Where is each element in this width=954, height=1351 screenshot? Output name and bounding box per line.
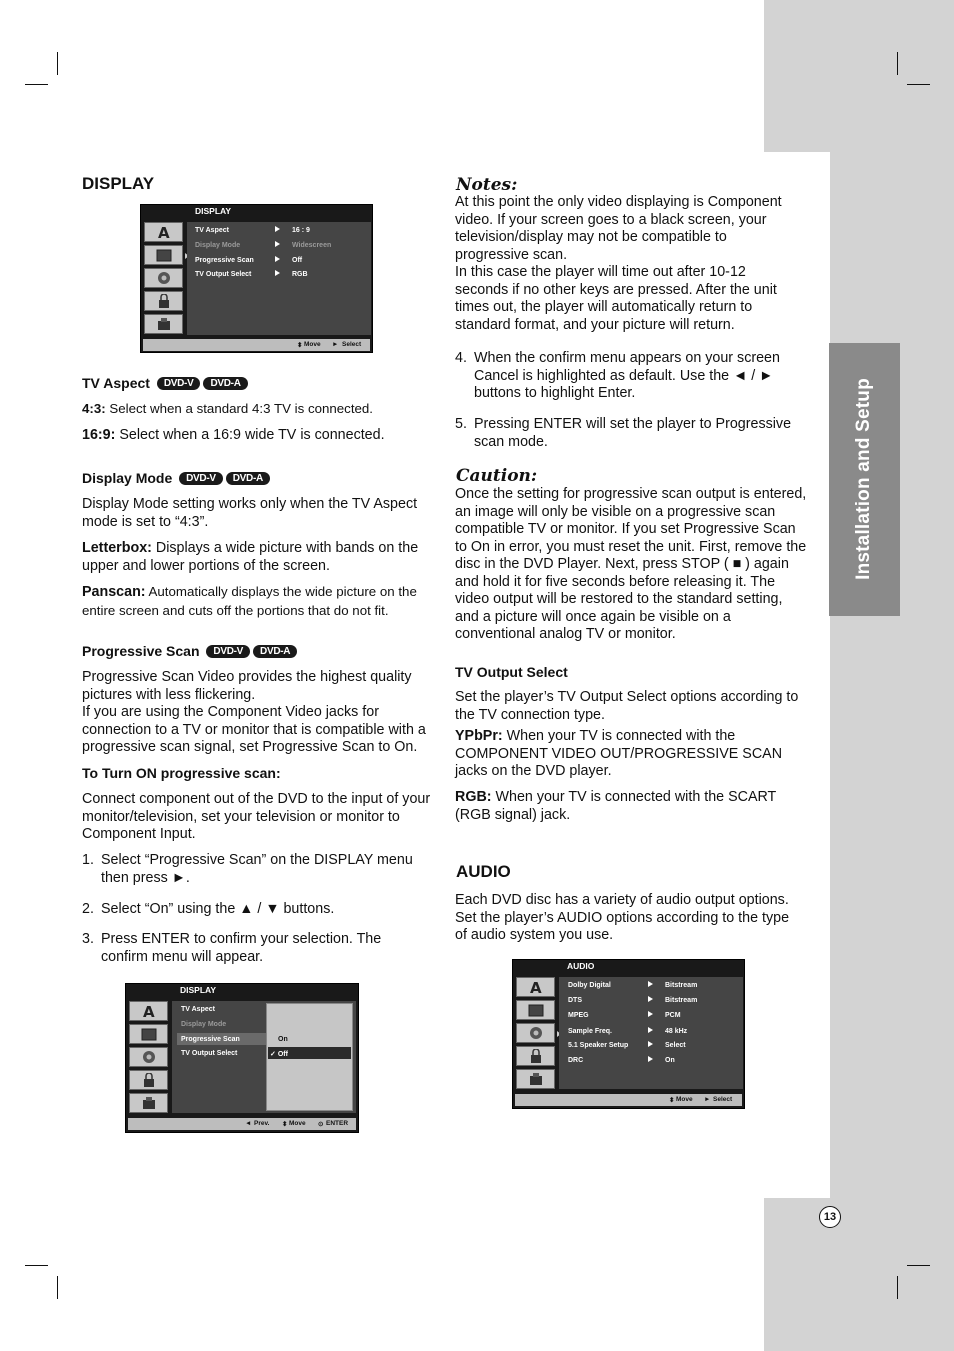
menu-row-label: 5.1 Speaker Setup	[568, 1042, 629, 1049]
menu-row-value: On	[665, 1057, 675, 1064]
text-16-9: Select when a 16:9 wide TV is connected.	[119, 427, 385, 443]
footer-move: Move	[304, 341, 321, 348]
display-tv-icon	[516, 1000, 555, 1020]
step-4	[455, 350, 800, 403]
progressive-p2: If you are using the Component Video jacks for connection to a TV or monitor that is compatible with a progressive scan signal, set Progressive Scan to On.	[82, 704, 426, 755]
step-2	[82, 901, 432, 919]
step-number: 3.	[82, 931, 94, 947]
menu-row-value: Select	[665, 1042, 686, 1049]
display-mode-heading	[82, 470, 270, 486]
options-submenu	[266, 1003, 353, 1111]
step-text: Select “On” using the ▲ / ▼ buttons.	[101, 901, 335, 917]
others-icon	[144, 314, 183, 334]
check-icon: ✓	[270, 1051, 278, 1058]
dvd-v-badge: DVD-V	[157, 377, 201, 390]
tv-aspect-16-9	[82, 427, 432, 445]
menu-title: AUDIO	[567, 961, 595, 971]
step-number: 2.	[82, 901, 94, 917]
menu-row-value: 16 : 9	[292, 227, 310, 234]
menu-row-label: TV Aspect	[181, 1006, 215, 1013]
menu-row-label: Dolby Digital	[568, 982, 611, 989]
footer-select: Select	[342, 341, 362, 348]
crop-mark	[907, 84, 930, 85]
language-icon	[129, 1001, 168, 1021]
menu-row-label-selected: Progressive Scan	[177, 1033, 267, 1045]
caution-heading: Caution:	[456, 466, 538, 486]
audio-speaker-icon	[129, 1047, 168, 1067]
rgb-desc: When your TV is connected with the SCART (RGB signal) jack.	[455, 789, 777, 823]
menu-row-label: Display Mode	[195, 242, 241, 249]
progressive-p1: Progressive Scan Video provides the highest quality pictures with less flickering.	[82, 669, 412, 703]
tv-output-intro: Set the player’s TV Output Select options according to the TV connection type.	[455, 689, 799, 723]
crop-mark	[897, 1276, 898, 1299]
menu-row-label: Sample Freq.	[568, 1028, 612, 1035]
page-number: 13	[819, 1206, 841, 1228]
letterbox-text	[82, 540, 432, 575]
crop-mark	[57, 52, 58, 75]
audio-body: Each DVD disc has a variety of audio output options. Set the player’s AUDIO options according to the type of audio system you use.	[455, 892, 790, 943]
menu-row-value: Bitstream	[665, 997, 698, 1004]
label-4-3: 4:3:	[82, 401, 106, 416]
side-tab-label: Installation and Setup	[853, 378, 874, 580]
rgb-text	[455, 789, 800, 824]
panscan-desc: Automatically displays the wide picture on the entire screen and cuts off the portions that do not fit.	[82, 584, 417, 618]
audio-menu-screenshot	[512, 959, 745, 1109]
option-on: On	[278, 1036, 288, 1043]
menu-row-label: MPEG	[568, 1012, 589, 1019]
footer-select: Select	[713, 1096, 733, 1103]
option-off-selected	[268, 1047, 351, 1059]
dvd-v-badge: DVD-V	[179, 472, 223, 485]
ypbpr-label: YPbPr:	[455, 728, 503, 744]
tv-output-heading: TV Output Select	[455, 664, 568, 680]
step-text: Pressing ENTER will set the player to Progressive scan mode.	[474, 416, 792, 450]
menu-title: DISPLAY	[180, 985, 217, 995]
menu-row-label: Display Mode	[181, 1021, 227, 1028]
menu-row-value: RGB	[292, 271, 308, 278]
step-text: When the confirm menu appears on your screen Cancel is highlighted as default. Use the ◄ / ► buttons to highlight Enter.	[474, 350, 780, 401]
caution-body: Once the setting for progressive scan output is entered, an image will only be visible on a progressive scan compatible TV or monitor. If you set Progressive Scan to On in error, you must reset the unit. First, remove the disc in the DVD Player. Next, press STOP ( ■ ) again and hold it for five seconds before releasing it. The video output will be restored to the standard setting, and a picture will once again be visible on a conventional analog TV or monitor.	[455, 486, 807, 642]
menu-row-value: Widescreen	[292, 242, 332, 249]
menu-title: DISPLAY	[195, 206, 232, 216]
step-text: Select “Progressive Scan” on the DISPLAY menu then press ►.	[101, 852, 413, 886]
text-4-3: Select when a standard 4:3 TV is connected.	[109, 401, 373, 416]
progressive-scan-body	[82, 669, 434, 757]
menu-row-label: Progressive Scan	[195, 257, 254, 264]
letterbox-desc: Displays a wide picture with bands on the upper and lower portions of the screen.	[82, 540, 419, 574]
display-menu-screenshot	[140, 204, 373, 353]
updown-icon: ⬍	[669, 1097, 675, 1104]
label-16-9: 16:9:	[82, 427, 116, 443]
progressive-menu-screenshot	[125, 983, 359, 1133]
progressive-p3: Connect component out of the DVD to the input of your monitor/television, set your television or monitor to Component Input.	[82, 791, 431, 842]
others-icon	[516, 1069, 555, 1089]
dvd-a-badge: DVD-A	[253, 645, 297, 658]
option-off: Off	[277, 1051, 288, 1058]
step-1	[82, 852, 432, 887]
crop-mark	[897, 52, 898, 75]
dvd-a-badge: DVD-A	[226, 472, 270, 485]
step-5	[455, 416, 800, 451]
display-mode-intro: Display Mode setting works only when the TV Aspect mode is set to “4:3”.	[82, 496, 418, 530]
updown-icon: ⬍	[297, 342, 303, 349]
audio-heading: AUDIO	[456, 862, 511, 881]
footer-prev: Prev.	[254, 1120, 270, 1127]
notes-p1: At this point the only video displaying is Component video. If your screen goes to a black screen, your television/display may not be compatible to progressive scan.	[455, 194, 782, 263]
audio-speaker-icon	[516, 1023, 555, 1043]
turn-on-heading: To Turn ON progressive scan:	[82, 765, 281, 781]
gray-band-middle	[830, 152, 954, 1198]
lock-icon	[144, 291, 183, 311]
display-heading: DISPLAY	[82, 174, 155, 193]
footer-move: Move	[676, 1096, 693, 1103]
display-mode-title: Display Mode	[82, 470, 173, 486]
crop-mark	[57, 1276, 58, 1299]
notes-heading: Notes:	[456, 175, 518, 195]
menu-row-value: Bitstream	[665, 982, 698, 989]
footer-move: Move	[289, 1120, 306, 1127]
menu-row-label: TV Output Select	[195, 271, 252, 278]
enter-icon: ⊙	[318, 1121, 324, 1128]
step-3	[82, 931, 382, 966]
left-arrow-icon: ◄	[245, 1120, 252, 1127]
dvd-v-badge: DVD-V	[206, 645, 250, 658]
gray-band-top	[764, 0, 954, 152]
lock-icon	[516, 1046, 555, 1066]
language-icon	[144, 222, 183, 242]
lock-icon	[129, 1070, 168, 1090]
display-tv-icon	[144, 245, 183, 265]
step-number: 1.	[82, 852, 94, 868]
svg-text:A: A	[529, 980, 542, 994]
menu-row-label: DTS	[568, 997, 582, 1004]
menu-row-label: DRC	[568, 1057, 584, 1064]
menu-row-label: TV Output Select	[181, 1050, 238, 1057]
menu-row-value: PCM	[665, 1012, 681, 1019]
tv-aspect-title: TV Aspect	[82, 375, 150, 391]
menu-row-value: Off	[292, 257, 303, 264]
footer-enter: ENTER	[326, 1120, 349, 1127]
ypbpr-desc: When your TV is connected with the COMPONENT VIDEO OUT/PROGRESSIVE SCAN jacks on the DVD player.	[455, 728, 783, 779]
crop-mark	[25, 1265, 48, 1266]
panscan-text	[82, 583, 434, 619]
letterbox-label: Letterbox:	[82, 540, 152, 556]
menu-row-value: 48 kHz	[665, 1028, 688, 1035]
progressive-scan-title: Progressive Scan	[82, 643, 200, 659]
dvd-a-badge: DVD-A	[203, 377, 247, 390]
step-text: Press ENTER to confirm your selection. The confirm menu will appear.	[101, 931, 382, 965]
svg-text:A: A	[157, 225, 170, 239]
step-number: 5.	[455, 416, 467, 432]
display-tv-icon	[129, 1024, 168, 1044]
updown-icon: ⬍	[282, 1121, 288, 1128]
crop-mark	[907, 1265, 930, 1266]
panscan-label: Panscan:	[82, 584, 146, 600]
tv-aspect-4-3	[82, 400, 432, 418]
progressive-scan-heading	[82, 643, 297, 659]
tv-aspect-heading	[82, 375, 248, 391]
audio-speaker-icon	[144, 268, 183, 288]
ypbpr-text	[455, 728, 800, 781]
rgb-label: RGB:	[455, 789, 492, 805]
notes-body	[455, 194, 790, 334]
menu-row-label: TV Aspect	[195, 227, 229, 234]
right-arrow-icon: ►	[704, 1096, 711, 1103]
language-icon	[516, 977, 555, 997]
gray-band-bottom	[764, 1198, 954, 1351]
step-number: 4.	[455, 350, 467, 366]
crop-mark	[25, 84, 48, 85]
section-side-tab	[829, 343, 900, 616]
notes-p2: In this case the player will time out after 10-12 seconds if no other keys are pressed. After the unit times out, the player will automatically return to standard format, and your picture will return.	[455, 264, 777, 333]
right-arrow-icon: ►	[332, 341, 339, 348]
svg-text:A: A	[142, 1004, 155, 1018]
others-icon	[129, 1093, 168, 1113]
